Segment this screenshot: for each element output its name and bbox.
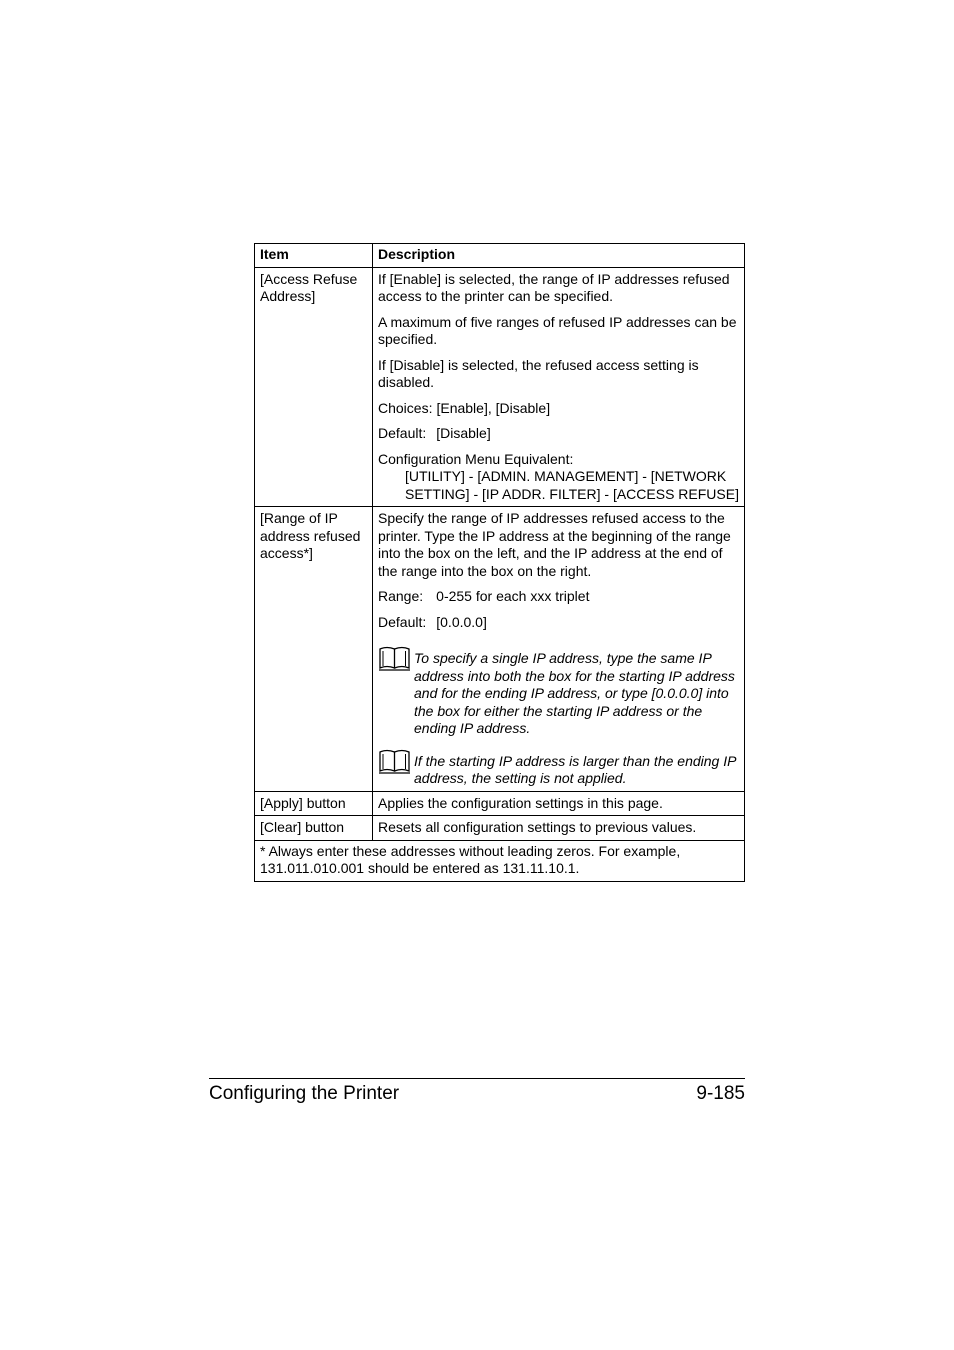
table-header-row bbox=[255, 244, 745, 268]
footer-section-title: Configuring the Printer bbox=[209, 1083, 400, 1104]
column-header-item: Item bbox=[255, 244, 373, 268]
choices-label: Choices: bbox=[378, 399, 433, 416]
note-text: If the starting IP address is larger than the ending IP address, the setting is not applied. bbox=[414, 752, 736, 786]
range-line bbox=[378, 588, 740, 606]
range-label: Range: bbox=[378, 588, 424, 604]
table-row bbox=[255, 816, 745, 841]
settings-table bbox=[254, 243, 745, 882]
table-row bbox=[255, 791, 745, 816]
table-row bbox=[255, 507, 745, 792]
note-block bbox=[378, 645, 740, 738]
equivalent-menu-path: [UTILITY] - [ADMIN. MANAGEMENT] - [NETWORK SETTING] - [IP ADDR. FILTER] - [ACCESS REFUSE] bbox=[405, 468, 739, 502]
config-menu-equivalent bbox=[378, 451, 740, 504]
row-description: Applies the configuration settings in this page. bbox=[373, 791, 745, 816]
default-value: [0.0.0.0] bbox=[436, 613, 487, 630]
row-description bbox=[373, 507, 745, 792]
range-value: 0-255 for each xxx triplet bbox=[436, 588, 590, 604]
default-label: Default: bbox=[378, 613, 427, 630]
footer-page-number: 9-185 bbox=[696, 1083, 745, 1104]
description-paragraph: A maximum of five ranges of refused IP addresses can be specified. bbox=[378, 313, 737, 347]
default-line bbox=[378, 425, 740, 443]
choices-value: [Enable], [Disable] bbox=[436, 399, 551, 416]
default-line bbox=[378, 614, 740, 632]
note-book-icon bbox=[378, 645, 414, 675]
row-item-range-of-ip: [Range of IP address refused access*] bbox=[255, 507, 373, 792]
note-text: To specify a single IP address, type the same IP address into both the box for the starting IP address and for the ending IP address, or type [0.0.0.0] into the box for either the starting IP address or the ending IP address. bbox=[414, 650, 735, 736]
equivalent-label: Configuration Menu Equivalent: bbox=[378, 450, 574, 467]
column-header-description: Description bbox=[373, 244, 745, 268]
default-value: [Disable] bbox=[436, 425, 491, 441]
note-book-icon bbox=[378, 748, 414, 778]
table-row bbox=[255, 267, 745, 507]
choices-line bbox=[378, 400, 740, 418]
description-paragraph: Specify the range of IP addresses refused access to the printer. Type the IP address at the beginning of the range into the box on the left, and the IP address at the end of the range into the box on the right. bbox=[378, 510, 731, 579]
row-item-apply-button: [Apply] button bbox=[255, 791, 373, 816]
description-paragraph: If [Disable] is selected, the refused access setting is disabled. bbox=[378, 356, 699, 390]
row-item-clear-button: [Clear] button bbox=[255, 816, 373, 841]
description-paragraph: If [Enable] is selected, the range of IP addresses refused access to the printer can be specified. bbox=[378, 270, 730, 304]
row-description: Resets all configuration settings to previous values. bbox=[373, 816, 745, 841]
row-description bbox=[373, 267, 745, 507]
footer-divider bbox=[209, 1078, 745, 1079]
table-footnote: * Always enter these addresses without leading zeros. For example, 131.011.010.001 should be entered as 131.11.10.1. bbox=[255, 840, 745, 881]
note-block bbox=[378, 748, 740, 788]
table-footnote-row bbox=[255, 840, 745, 881]
row-item-access-refuse-address: [Access Refuse Address] bbox=[255, 267, 373, 507]
default-label: Default: bbox=[378, 425, 427, 441]
